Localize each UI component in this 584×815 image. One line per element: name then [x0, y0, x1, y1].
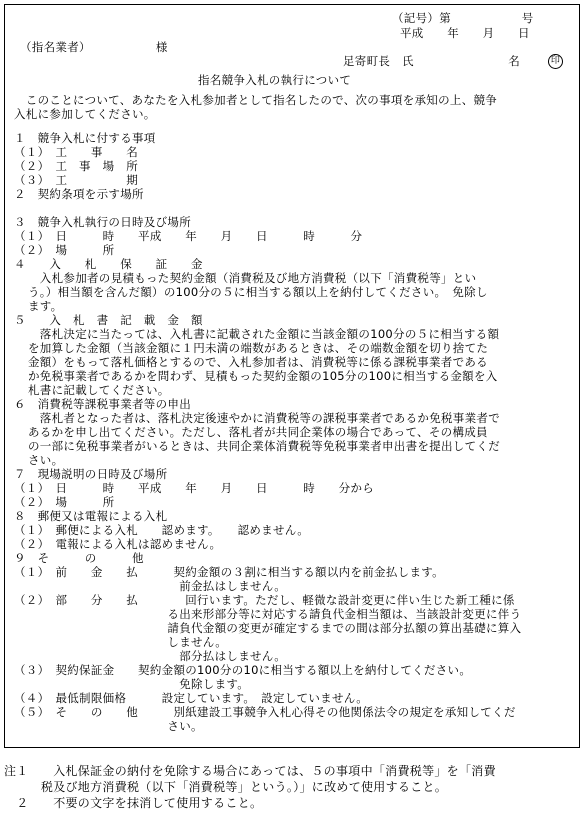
section-9-line: る出来形部分等に対応する請負代金相当額は、当該設計変更に伴う: [14, 607, 522, 621]
section-6-body: 落札者となった者は、落札決定後速やかに消費税等の課税事業者であるか免税事業者で: [28, 411, 500, 425]
document-title: 指名競争入札の執行について: [198, 73, 352, 87]
section-9-line: （３） 契約保証金 契約金額の100分の10に相当する額以上を納付してください。: [14, 663, 472, 677]
section-7-item: （１） 日 時 平成 年 月 日 時 分から: [14, 481, 375, 495]
section-7-heading: ７ 現場説明の日時及び場所: [14, 467, 168, 481]
document-number: （記号）第 号: [392, 11, 534, 25]
section-5-body: 金額）をもって落札価格とするので、入札参加者は、消費税等に係る課税事業者である: [28, 355, 488, 369]
section-6-body: あるかを申し出てください。ただし、落札者が共同企業体の場合であって、その構成員: [28, 425, 488, 439]
section-3-heading: ３ 競争入札執行の日時及び場所: [14, 215, 191, 229]
seal-mark: 印: [548, 54, 563, 69]
section-9-line: （２） 部 分 払 回行います。ただし、軽微な設計変更に伴い生じた新工種に係: [14, 593, 515, 607]
section-9-line: 前金払はしません。: [14, 579, 287, 593]
section-4-heading: ４ 入 札 保 証 金: [14, 257, 203, 271]
section-4-body: う。）相当額を含んだ額）の100分の５に相当する額以上を納付してください。 免除し: [28, 285, 488, 299]
section-9-line: （５） そ の 他 別紙建設工事競争入札心得その他関係法令の規定を承知してくだ: [14, 705, 516, 719]
section-7-item: （２） 場 所: [14, 495, 115, 509]
note-line: 税及び地方消費税（以下「消費税等」という。）」に改めて使用すること。: [4, 780, 448, 794]
section-9-line: 請負代金額の変更が確定するまでの間は部分払額の算出基礎に算入: [14, 621, 522, 635]
section-9-line: 部分払はしません。: [14, 649, 287, 663]
section-8-item: （１） 郵便による入札 認めます。 認めません。: [14, 523, 310, 537]
section-1-item: （３） 工 期: [14, 173, 139, 187]
section-8-heading: ８ 郵便又は電報による入札: [14, 509, 168, 523]
section-3-item: （１） 日 時 平成 年 月 日 時 分: [14, 229, 363, 243]
section-4-body: ます。: [28, 299, 63, 313]
intro-line: 入札に参加してください。: [14, 107, 156, 121]
note-line: 注１ 入札保証金の納付を免除する場合にあっては、５の事項中「消費税等」を「消費: [4, 764, 496, 778]
section-5-body: を加算した金額（当該金額に１円未満の端数があるときは、その端数金額を切り捨てた: [28, 341, 489, 355]
note-line: ２ 不要の文字を抹消して使用すること。: [4, 796, 263, 810]
section-2-heading: ２ 契約条項を示す場所: [14, 187, 144, 201]
section-1-item: （２） 工 事 場 所: [14, 159, 139, 173]
section-1-heading: １ 競争入札に付する事項: [14, 131, 156, 145]
section-1-item: （１） 工 事 名: [14, 145, 139, 159]
section-3-item: （２） 場 所: [14, 243, 115, 257]
section-9-line: さい。: [14, 719, 203, 733]
section-5-heading: ５ 入 札 書 記 載 金 額: [14, 313, 203, 327]
section-6-body: さい。: [28, 453, 64, 467]
section-6-body: の一部に免税事業者がいるときは、共同企業体消費税等免税事業者申出書を提出してくだ: [28, 439, 500, 453]
section-5-body: 落札決定に当たっては、入札書に記載された金額に当該金額の100分の５に相当する額: [28, 327, 500, 341]
section-9-line: （１） 前 金 払 契約金額の３割に相当する額以内を前金払します。: [14, 565, 444, 579]
section-4-body: 入札参加者の見積もった契約金額（消費税及び地方消費税（以下「消費税等」とい: [28, 271, 477, 285]
section-9-heading: ９ そ の 他: [14, 551, 144, 565]
section-9-line: （４） 最低制限価格 設定しています。 設定していません。: [14, 691, 369, 705]
section-9-line: 免除します。: [14, 677, 250, 691]
sender: 足寄町長 氏 名: [343, 54, 520, 68]
section-5-body: 札書に記載してください。: [28, 383, 170, 397]
document-date: 平成 年 月 日: [400, 26, 530, 40]
section-8-item: （２） 電報による入札は認めません。: [14, 537, 222, 551]
addressee: （指名業者） 様: [20, 40, 168, 54]
section-6-heading: ６ 消費税等課税事業者等の申出: [14, 397, 191, 411]
intro-line: このことについて、あなたを入札参加者として指名したので、次の事項を承知の上、競争: [14, 93, 498, 107]
section-5-body: か免税事業者であるかを問わず、見積もった契約金額の105分の100に相当する金額を入: [28, 369, 498, 383]
section-9-line: しません。: [14, 635, 228, 649]
